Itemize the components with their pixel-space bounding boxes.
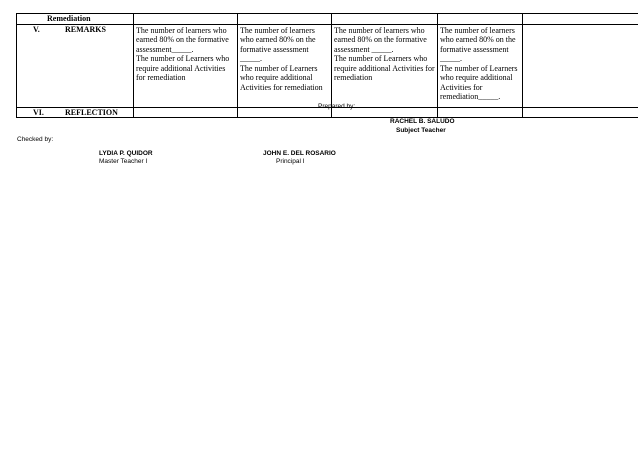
remarks-cell-4: The number of learners who earned 80% on the formative assessment _____. The number of Learners who require additional Activities for remediation_____. [438,24,523,107]
remarks-cell-2: The number of learners who earned 80% on the formative assessment _____. The number of Learners who require additional Activities for remediation [238,24,332,107]
remediation-row [17,14,638,25]
remarks-cell-5 [523,24,638,107]
remediation-cell-1 [134,14,238,25]
checked-by-label: Checked by: [17,136,54,143]
remarks-title: REMARKS [65,24,106,34]
remediation-label: Remediation [17,14,134,25]
reflection-cell-5 [523,107,638,118]
checker1-name: LYDIA P. QUIDOR [99,150,153,157]
reflection-title: REFLECTION [65,107,118,117]
remediation-cell-4 [438,14,523,25]
reflection-cell-4 [438,107,523,118]
preparer-name: RACHEL B. SALUDO [390,118,455,125]
remarks-number: V. [33,24,40,34]
remarks-cell-1: The number of learners who earned 80% on the formative assessment_____. The number of Learners who require additional Activities for remediation [134,24,238,107]
checker2-title: Principal I [276,158,305,165]
reflection-cell-1 [134,107,238,118]
remediation-cell-2 [238,14,332,25]
preparer-title: Subject Teacher [396,127,446,134]
remediation-cell-3 [332,14,438,25]
remarks-cell-3: The number of learners who earned 80% on the formative assessment _____. The number of Learners who require additional Activities for remediation [332,24,438,107]
reflection-label [17,107,134,118]
reflection-number: VI. [33,107,44,117]
remarks-label [17,24,134,107]
remediation-cell-5 [523,14,638,25]
remarks-row [17,24,638,107]
prepared-by-label: Prepared by: [318,103,356,110]
checker1-title: Master Teacher I [99,158,148,165]
checker2-name: JOHN E. DEL ROSARIO [263,150,336,157]
